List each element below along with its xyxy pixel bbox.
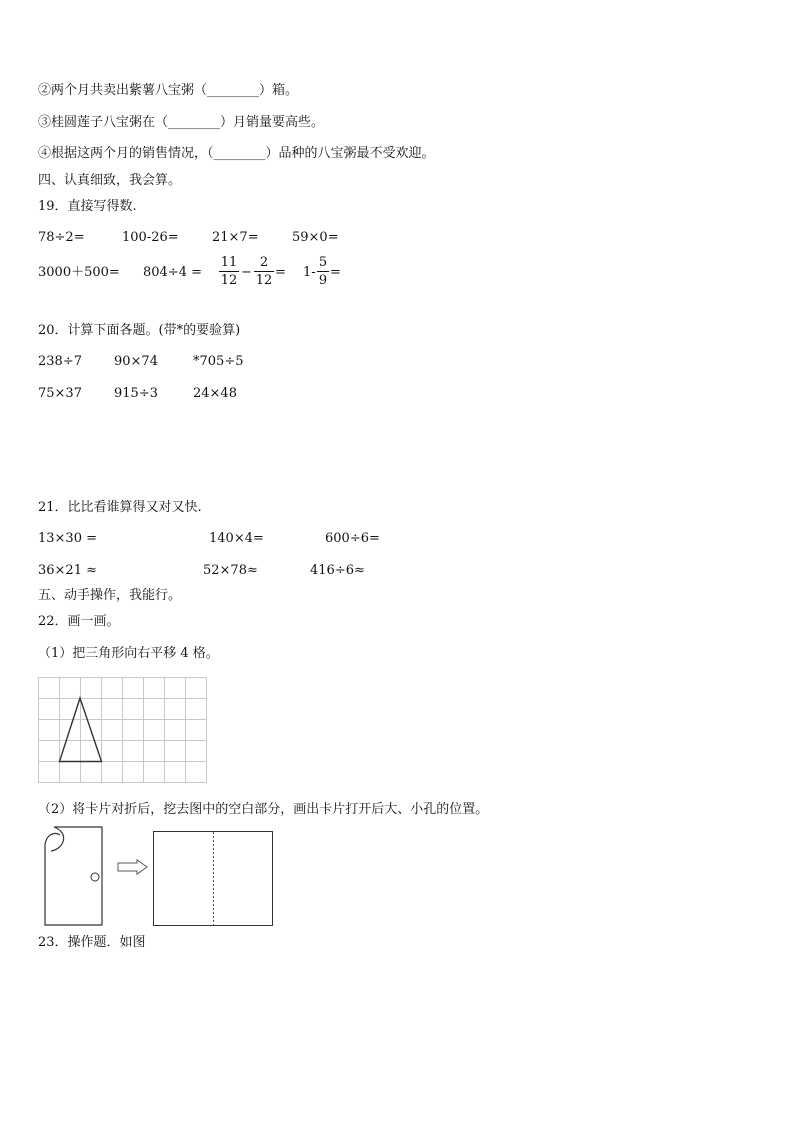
q18-item-3: ③桂圆莲子八宝粥在（________）月销量要高些。 [38, 115, 325, 130]
q21-expr: 416÷6≈ [310, 563, 365, 578]
fraction-denominator: 12 [220, 273, 238, 288]
right-arrow-icon [117, 859, 149, 875]
q21-expr: 13×30 = [38, 531, 98, 546]
section4-title: 四、认真细致，我会算。 [38, 173, 182, 188]
open-card-figure [153, 831, 275, 927]
q18-item-2: ②两个月共卖出紫薯八宝粥（________）箱。 [38, 83, 299, 98]
fraction-lead: 1- [303, 265, 316, 280]
q20-expr: 915÷3 [114, 386, 158, 401]
q21-title: 21．比比看谁算得又对又快. [38, 500, 202, 515]
triangle-grid-figure [38, 677, 208, 783]
equals-sign: = [330, 265, 341, 280]
q21-expr: 600÷6= [325, 531, 380, 546]
q21-expr: 140×4= [209, 531, 264, 546]
equals-sign: = [275, 265, 286, 280]
fraction-bar [254, 271, 274, 272]
q20-title: 20．计算下面各题。(带*的要验算) [38, 323, 241, 338]
q23-title: 23．操作题．如图 [38, 935, 146, 950]
fraction-bar [317, 271, 329, 272]
q18-item-4: ④根据这两个月的销售情况，（________）品种的八宝粥最不受欢迎。 [38, 146, 435, 161]
q19-expr: 100-26= [122, 230, 179, 245]
fraction-numerator: 5 [318, 255, 328, 270]
section5-title: 五、动手操作，我能行。 [38, 588, 182, 603]
q19-expr: 21×7= [212, 230, 259, 245]
minus-sign: − [241, 265, 252, 280]
q19-expr: 59×0= [292, 230, 339, 245]
q19-expr: 804÷4 = [143, 265, 203, 280]
q19-expr: 3000＋500= [38, 265, 120, 280]
q19-title: 19．直接写得数. [38, 199, 137, 214]
fraction-2-12 [254, 255, 274, 288]
q20-expr: 75×37 [38, 386, 82, 401]
q20-expr: 24×48 [193, 386, 237, 401]
fraction-denominator: 12 [255, 273, 273, 288]
q19-expr: 78÷2= [38, 230, 85, 245]
q20-expr: 90×74 [114, 354, 158, 369]
q22-part2: （2）将卡片对折后，挖去图中的空白部分，画出卡片打开后大、小孔的位置。 [38, 802, 489, 817]
small-hole [91, 873, 99, 881]
fraction-bar [219, 271, 239, 272]
fraction-5-9 [317, 255, 329, 288]
q22-part1: （1）把三角形向右平移 4 格。 [38, 646, 219, 661]
fraction-11-12 [219, 255, 239, 288]
grid-lines [39, 678, 207, 783]
q20-expr: *705÷5 [193, 354, 244, 369]
fraction-denominator: 9 [318, 273, 328, 288]
q22-title: 22．画一画。 [38, 614, 120, 629]
q20-expr: 238÷7 [38, 354, 82, 369]
q21-expr: 52×78≈ [203, 563, 258, 578]
fraction-numerator: 11 [220, 255, 238, 270]
folded-card-figure [40, 827, 110, 927]
q21-expr: 36×21 ≈ [38, 563, 98, 578]
fraction-numerator: 2 [259, 255, 269, 270]
